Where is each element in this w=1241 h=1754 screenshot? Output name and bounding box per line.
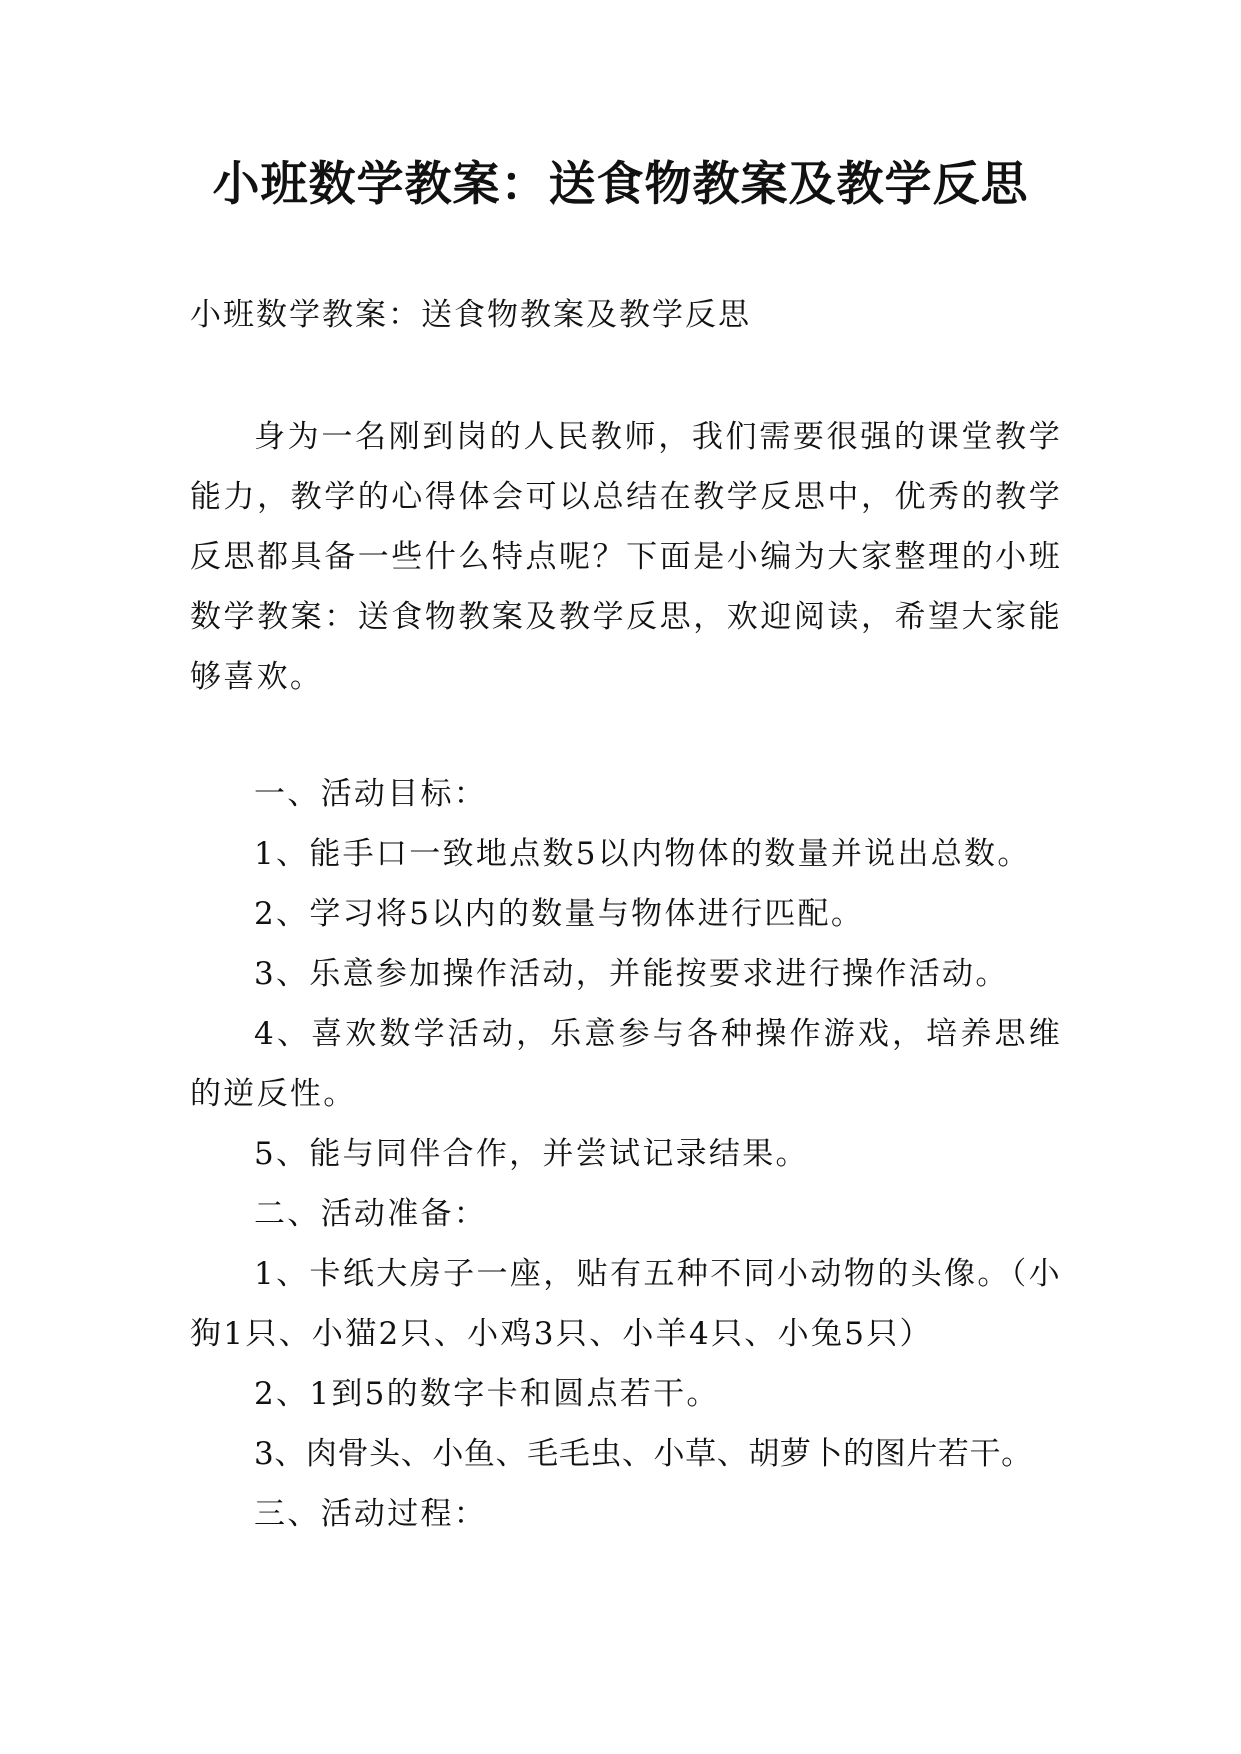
goal-item: 5、能与同伴合作，并尝试记录结果。	[254, 1136, 809, 1172]
prep-item: 2、1到5的数字卡和圆点若干。	[254, 1376, 720, 1412]
document-body	[190, 407, 1062, 1544]
prep-item: 1、卡纸大房子一座，贴有五种不同小动物的头像。（小狗1只、小猫2只、小鸡3只、小羊4只、小兔5只）	[190, 1256, 1062, 1352]
goal-item: 2、学习将5以内的数量与物体进行匹配。	[254, 896, 865, 932]
goal-item: 1、能手口一致地点数5以内物体的数量并说出总数。	[254, 836, 1031, 872]
section-heading-preparation: 二、活动准备：	[254, 1196, 488, 1232]
section-heading-goals: 一、活动目标：	[254, 776, 488, 812]
goal-item: 3、乐意参加操作活动，并能按要求进行操作活动。	[254, 956, 1009, 992]
prep-item: 3、肉骨头、小鱼、毛毛虫、小草、胡萝卜的图片若干。	[254, 1436, 1033, 1472]
document-subtitle: 小班数学教案：送食物教案及教学反思	[190, 297, 751, 333]
document-title: 小班数学教案：送食物教案及教学反思	[212, 157, 1029, 212]
paragraph-gap	[190, 707, 1062, 764]
goal-item: 4、喜欢数学活动，乐意参与各种操作游戏，培养思维的逆反性。	[190, 1016, 1062, 1112]
section-heading-process: 三、活动过程：	[254, 1496, 488, 1532]
intro-paragraph: 身为一名刚到岗的人民教师，我们需要很强的课堂教学能力，教学的心得体会可以总结在教学反思中，优秀的教学反思都具备一些什么特点呢？下面是小编为大家整理的小班数学教案：送食物教案及教学反思，欢迎阅读，希望大家能够喜欢。	[190, 419, 1062, 695]
